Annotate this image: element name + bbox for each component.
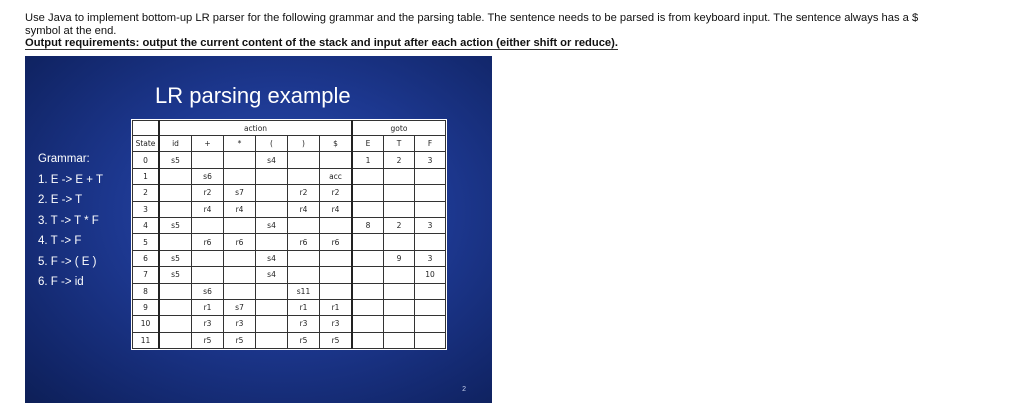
action-cell: r5 bbox=[192, 332, 224, 348]
action-cell bbox=[288, 267, 320, 283]
action-header: action bbox=[159, 121, 352, 136]
action-cell bbox=[159, 299, 192, 315]
goto-cell: 2 bbox=[384, 217, 415, 233]
action-cell: r4 bbox=[320, 201, 353, 217]
action-cell bbox=[192, 267, 224, 283]
action-cell bbox=[224, 152, 256, 168]
action-cell bbox=[320, 250, 353, 266]
lr-parsing-slide bbox=[25, 56, 492, 403]
goto-cell bbox=[384, 267, 415, 283]
state-cell: 8 bbox=[133, 283, 160, 299]
action-cell: r2 bbox=[320, 185, 353, 201]
goto-cell bbox=[352, 250, 384, 266]
goto-cell: 1 bbox=[352, 152, 384, 168]
goto-cell bbox=[415, 316, 446, 332]
action-cell: r1 bbox=[288, 299, 320, 315]
goto-cell bbox=[352, 234, 384, 250]
action-cell: r5 bbox=[224, 332, 256, 348]
grammar-rule: 5. F -> ( E ) bbox=[38, 255, 97, 268]
slide-page-number: 2 bbox=[462, 386, 466, 393]
action-cell: r6 bbox=[288, 234, 320, 250]
action-cell: r4 bbox=[192, 201, 224, 217]
action-cell bbox=[159, 201, 192, 217]
action-cell bbox=[288, 152, 320, 168]
table-row bbox=[133, 185, 446, 201]
table-row bbox=[133, 217, 446, 233]
goto-cell bbox=[352, 332, 384, 348]
goto-cell bbox=[384, 201, 415, 217]
goto-cell bbox=[415, 332, 446, 348]
action-cell bbox=[159, 185, 192, 201]
grammar-rule: 1. E -> E + T bbox=[38, 173, 103, 186]
grammar-list bbox=[38, 153, 103, 297]
action-cell bbox=[288, 250, 320, 266]
goto-cell: 8 bbox=[352, 217, 384, 233]
table-row bbox=[133, 283, 446, 299]
column-header: ( bbox=[256, 136, 288, 152]
goto-cell: 2 bbox=[384, 152, 415, 168]
action-cell bbox=[159, 168, 192, 184]
action-cell bbox=[320, 152, 353, 168]
action-cell: s5 bbox=[159, 152, 192, 168]
action-cell: s7 bbox=[224, 185, 256, 201]
action-cell: r4 bbox=[288, 201, 320, 217]
slide-title: LR parsing example bbox=[155, 83, 351, 108]
action-cell: r4 bbox=[224, 201, 256, 217]
state-cell: 7 bbox=[133, 267, 160, 283]
action-cell bbox=[256, 234, 288, 250]
goto-cell bbox=[352, 267, 384, 283]
goto-cell bbox=[352, 201, 384, 217]
state-cell: 0 bbox=[133, 152, 160, 168]
column-header: $ bbox=[320, 136, 353, 152]
action-cell: r5 bbox=[320, 332, 353, 348]
action-cell: s11 bbox=[288, 283, 320, 299]
action-cell: r1 bbox=[320, 299, 353, 315]
action-cell bbox=[224, 283, 256, 299]
table-row bbox=[133, 201, 446, 217]
action-cell bbox=[159, 316, 192, 332]
state-cell: 9 bbox=[133, 299, 160, 315]
action-cell: r2 bbox=[288, 185, 320, 201]
action-cell: r3 bbox=[192, 316, 224, 332]
goto-cell bbox=[384, 283, 415, 299]
action-cell bbox=[288, 217, 320, 233]
action-cell: acc bbox=[320, 168, 353, 184]
action-cell: s5 bbox=[159, 217, 192, 233]
table-row bbox=[133, 152, 446, 168]
action-cell: s4 bbox=[256, 217, 288, 233]
goto-cell bbox=[352, 283, 384, 299]
action-cell: s4 bbox=[256, 152, 288, 168]
goto-cell bbox=[352, 299, 384, 315]
task-description bbox=[25, 12, 1000, 50]
state-cell: 4 bbox=[133, 217, 160, 233]
parsing-table-container bbox=[131, 119, 447, 350]
goto-cell: 3 bbox=[415, 250, 446, 266]
grammar-heading: Grammar: bbox=[38, 153, 90, 165]
action-cell bbox=[192, 217, 224, 233]
action-cell bbox=[256, 185, 288, 201]
table-column-header-row bbox=[133, 136, 446, 152]
action-cell: r3 bbox=[224, 316, 256, 332]
table-row bbox=[133, 316, 446, 332]
table-row bbox=[133, 299, 446, 315]
goto-cell bbox=[352, 316, 384, 332]
column-header: F bbox=[415, 136, 446, 152]
state-cell: 11 bbox=[133, 332, 160, 348]
action-cell bbox=[192, 152, 224, 168]
table-row bbox=[133, 168, 446, 184]
table-row bbox=[133, 234, 446, 250]
action-cell bbox=[320, 217, 353, 233]
action-cell: s5 bbox=[159, 267, 192, 283]
goto-cell bbox=[352, 168, 384, 184]
output-requirements-text: Output requirements: output the current content of the stack and input after each action (either shift or reduce). bbox=[25, 37, 618, 49]
column-header: * bbox=[224, 136, 256, 152]
goto-cell bbox=[384, 332, 415, 348]
state-cell: 3 bbox=[133, 201, 160, 217]
action-cell: s4 bbox=[256, 250, 288, 266]
goto-cell bbox=[384, 316, 415, 332]
action-cell bbox=[256, 316, 288, 332]
column-header: id bbox=[159, 136, 192, 152]
action-cell: r3 bbox=[320, 316, 353, 332]
goto-cell bbox=[415, 299, 446, 315]
table-corner-cell bbox=[133, 121, 160, 136]
action-cell bbox=[159, 283, 192, 299]
grammar-rule: 4. T -> F bbox=[38, 235, 82, 247]
column-header: State bbox=[133, 136, 160, 152]
state-cell: 6 bbox=[133, 250, 160, 266]
action-cell: r1 bbox=[192, 299, 224, 315]
action-cell bbox=[256, 283, 288, 299]
goto-header: goto bbox=[352, 121, 446, 136]
goto-cell bbox=[415, 201, 446, 217]
goto-cell: 3 bbox=[415, 152, 446, 168]
action-cell: s5 bbox=[159, 250, 192, 266]
goto-cell bbox=[415, 283, 446, 299]
action-cell bbox=[224, 250, 256, 266]
goto-cell bbox=[384, 185, 415, 201]
state-cell: 1 bbox=[133, 168, 160, 184]
action-cell bbox=[288, 168, 320, 184]
goto-cell bbox=[352, 185, 384, 201]
action-cell bbox=[256, 201, 288, 217]
goto-cell bbox=[415, 168, 446, 184]
goto-cell: 3 bbox=[415, 217, 446, 233]
action-cell: r5 bbox=[288, 332, 320, 348]
task-line-2: symbol at the end. bbox=[25, 24, 117, 37]
table-row bbox=[133, 332, 446, 348]
action-cell bbox=[159, 234, 192, 250]
action-cell bbox=[192, 250, 224, 266]
action-cell bbox=[224, 267, 256, 283]
action-cell bbox=[256, 299, 288, 315]
action-cell bbox=[224, 217, 256, 233]
goto-cell: 10 bbox=[415, 267, 446, 283]
action-cell bbox=[159, 332, 192, 348]
action-cell: s7 bbox=[224, 299, 256, 315]
column-header: T bbox=[384, 136, 415, 152]
grammar-rule: 2. E -> T bbox=[38, 194, 83, 206]
state-cell: 10 bbox=[133, 316, 160, 332]
output-requirements bbox=[25, 37, 1000, 50]
action-cell: r6 bbox=[224, 234, 256, 250]
action-cell bbox=[320, 267, 353, 283]
action-cell: r2 bbox=[192, 185, 224, 201]
grammar-rule: 3. T -> T * F bbox=[38, 214, 99, 227]
action-cell: s4 bbox=[256, 267, 288, 283]
goto-cell bbox=[384, 168, 415, 184]
goto-cell bbox=[415, 234, 446, 250]
column-header: E bbox=[352, 136, 384, 152]
grammar-rule: 6. F -> id bbox=[38, 276, 84, 288]
action-cell bbox=[224, 168, 256, 184]
column-header: + bbox=[192, 136, 224, 152]
state-cell: 2 bbox=[133, 185, 160, 201]
goto-cell: 9 bbox=[384, 250, 415, 266]
column-header: ) bbox=[288, 136, 320, 152]
table-row bbox=[133, 267, 446, 283]
action-cell bbox=[256, 168, 288, 184]
state-cell: 5 bbox=[133, 234, 160, 250]
goto-cell bbox=[415, 185, 446, 201]
parsing-table bbox=[132, 120, 446, 349]
task-line-1: Use Java to implement bottom-up LR parser for the following grammar and the parsing table. The sentence needs to be parsed is from keyboard input. The sentence always has a $ bbox=[25, 12, 919, 24]
action-cell: r3 bbox=[288, 316, 320, 332]
action-cell: s6 bbox=[192, 283, 224, 299]
goto-cell bbox=[384, 234, 415, 250]
action-cell bbox=[256, 332, 288, 348]
action-cell: r6 bbox=[192, 234, 224, 250]
action-cell bbox=[320, 283, 353, 299]
table-row bbox=[133, 250, 446, 266]
action-cell: s6 bbox=[192, 168, 224, 184]
table-group-header-row bbox=[133, 121, 446, 136]
goto-cell bbox=[384, 299, 415, 315]
action-cell: r6 bbox=[320, 234, 353, 250]
